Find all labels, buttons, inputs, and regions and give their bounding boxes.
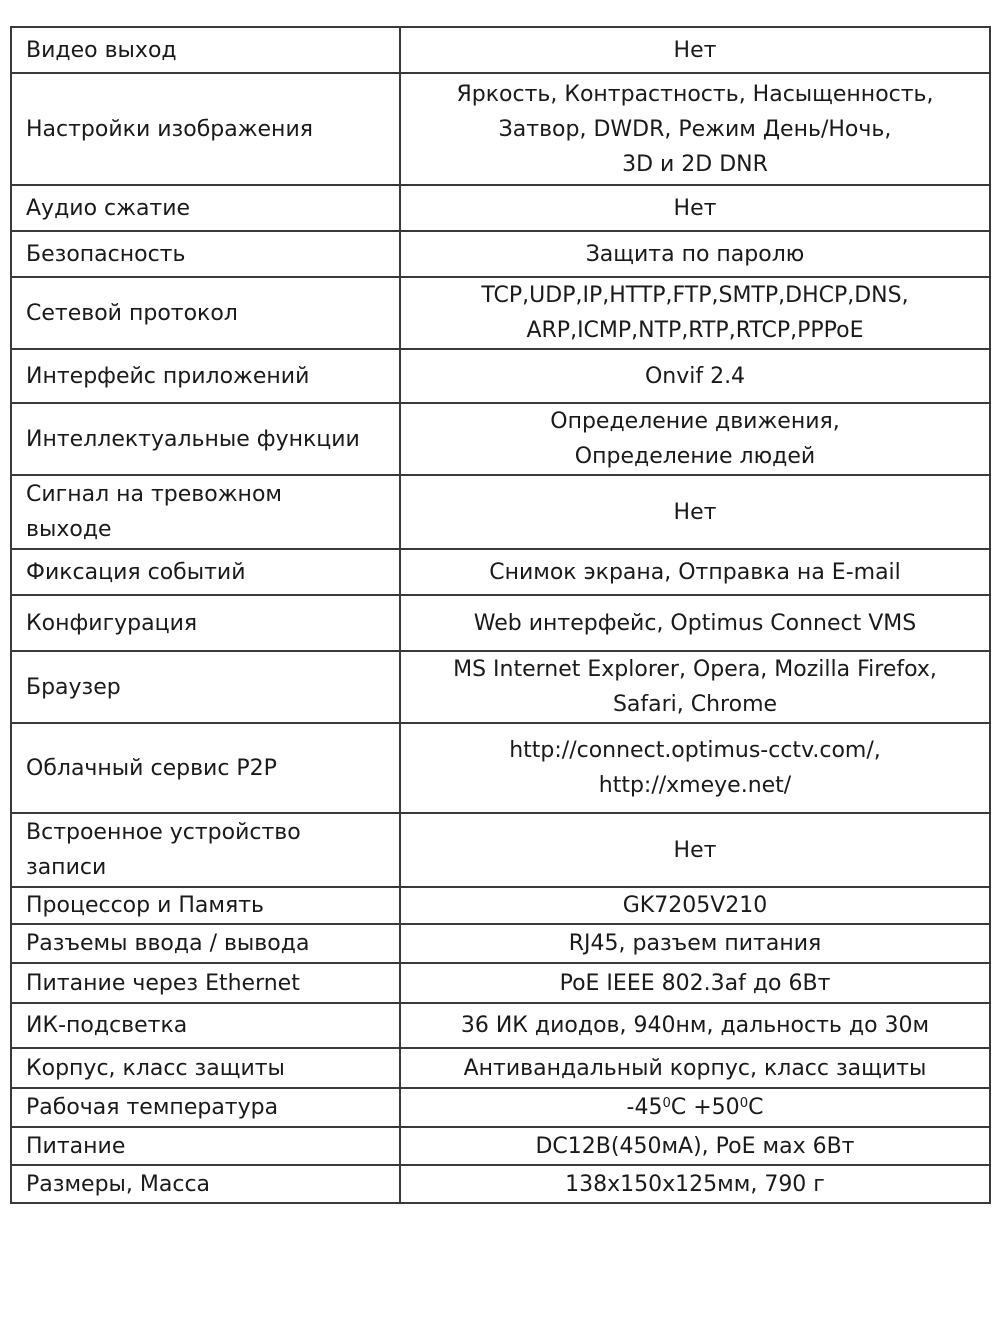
param-text: Конфигурация — [26, 610, 198, 636]
param-cell — [11, 887, 400, 924]
value-cell — [400, 924, 990, 963]
table-row — [11, 1088, 990, 1127]
param-cell — [11, 963, 400, 1003]
spec-table — [10, 26, 991, 1204]
param-text: Процессор и Память — [26, 893, 265, 918]
table-row — [11, 403, 990, 475]
value-cell — [400, 723, 990, 813]
value-text: Определение движения, — [550, 409, 840, 434]
param-text: записи — [26, 855, 107, 880]
param-text: Встроенное устройство — [26, 820, 301, 845]
param-text: Настройки изображения — [26, 116, 313, 142]
table-row — [11, 651, 990, 723]
param-cell — [11, 277, 400, 349]
value-text: Антивандальный корпус, класс защиты — [463, 1055, 927, 1081]
value-text: Нет — [673, 837, 717, 863]
value-text: Web интерфейс, Optimus Connect VMS — [473, 610, 917, 636]
value-cell — [400, 813, 990, 887]
table-row — [11, 73, 990, 185]
param-cell — [11, 73, 400, 185]
table-row — [11, 924, 990, 963]
table-row — [11, 887, 990, 924]
temperature-unit: C — [748, 1095, 764, 1120]
value-text: Затвор, DWDR, Режим День/Ночь, — [498, 116, 892, 142]
value-text: Onvif 2.4 — [644, 363, 746, 389]
temperature-min: -45 — [626, 1095, 663, 1120]
param-cell — [11, 185, 400, 231]
table-row — [11, 475, 990, 549]
param-cell — [11, 549, 400, 595]
param-text: Видео выход — [26, 37, 177, 63]
value-cell — [400, 73, 990, 185]
value-text: 36 ИК диодов, 940нм, дальность до 30м — [460, 1013, 930, 1038]
value-cell — [400, 595, 990, 651]
param-text: Сетевой протокол — [26, 300, 238, 326]
param-cell — [11, 475, 400, 549]
value-cell — [400, 403, 990, 475]
value-text: PoE IEEE 802.3af до 6Вт — [559, 970, 831, 996]
table-row — [11, 185, 990, 231]
value-cell — [400, 27, 990, 73]
param-text: Питание — [26, 1133, 126, 1159]
param-text: Корпус, класс защиты — [26, 1055, 285, 1081]
param-text: Разъемы ввода / вывода — [26, 931, 310, 956]
value-text: MS Internet Explorer, Opera, Mozilla Firefox, — [453, 657, 937, 682]
param-text: Фиксация событий — [26, 559, 246, 585]
param-text: выходе — [26, 517, 112, 542]
value-text: Нет — [673, 195, 717, 221]
param-cell — [11, 403, 400, 475]
table-row — [11, 723, 990, 813]
value-text: DC12B(450мА), PoE мах 6Вт — [535, 1133, 855, 1159]
value-cell — [400, 185, 990, 231]
param-text: Питание через Ethernet — [26, 970, 300, 996]
param-text: Облачный сервис P2P — [26, 755, 277, 781]
value-text: TCP,UDP,IP,HTTP,FTP,SMTP,DHCP,DNS, — [481, 283, 909, 308]
value-text: RJ45, разъем питания — [568, 931, 822, 956]
table-row — [11, 813, 990, 887]
param-text: Размеры, Масса — [26, 1171, 211, 1197]
param-cell — [11, 595, 400, 651]
value-cell — [400, 231, 990, 277]
value-cell — [400, 887, 990, 924]
value-text: 3D и 2D DNR — [622, 151, 768, 177]
table-row — [11, 1165, 990, 1203]
param-cell — [11, 349, 400, 403]
param-text: Безопасность — [26, 241, 186, 267]
param-cell — [11, 723, 400, 813]
param-cell — [11, 651, 400, 723]
degree-mark: 0 — [662, 1095, 671, 1111]
value-text: http://xmeye.net/ — [598, 773, 792, 798]
param-cell — [11, 1165, 400, 1203]
param-cell — [11, 1003, 400, 1048]
table-row — [11, 349, 990, 403]
value-cell — [400, 1088, 990, 1127]
degree-mark: 0 — [739, 1095, 749, 1111]
table-row — [11, 27, 990, 73]
value-text: Снимок экрана, Отправка на E-mail — [489, 559, 901, 585]
table-row — [11, 1003, 990, 1048]
param-cell — [11, 1127, 400, 1165]
table-row — [11, 595, 990, 651]
table-row — [11, 277, 990, 349]
table-row — [11, 1127, 990, 1165]
value-text: Яркость, Контрастность, Насыщенность, — [456, 81, 934, 107]
param-cell — [11, 1088, 400, 1127]
param-text: Интерфейс приложений — [26, 363, 310, 389]
param-cell — [11, 813, 400, 887]
value-cell — [400, 651, 990, 723]
param-text: Аудио сжатие — [26, 195, 191, 221]
value-cell — [400, 349, 990, 403]
value-cell — [400, 963, 990, 1003]
value-text: Защита по паролю — [585, 241, 805, 267]
param-cell — [11, 27, 400, 73]
value-text: Определение людей — [574, 444, 816, 469]
param-text: Сигнал на тревожном — [26, 482, 282, 507]
temperature-max: +50 — [693, 1095, 740, 1120]
value-text: 138х150х125мм, 790 г — [565, 1171, 825, 1197]
value-cell — [400, 1127, 990, 1165]
value-text: Нет — [673, 37, 717, 63]
param-text: Интеллектуальные функции — [26, 426, 360, 452]
table-row — [11, 1048, 990, 1088]
param-cell — [11, 1048, 400, 1088]
value-cell — [400, 549, 990, 595]
table-row — [11, 963, 990, 1003]
table-row — [11, 231, 990, 277]
value-cell — [400, 475, 990, 549]
value-cell — [400, 1048, 990, 1088]
param-text: Рабочая температура — [26, 1095, 279, 1120]
value-cell — [400, 1003, 990, 1048]
value-text: Safari, Chrome — [612, 692, 778, 717]
value-cell — [400, 1165, 990, 1203]
param-cell — [11, 924, 400, 963]
param-text: Браузер — [26, 674, 121, 700]
temperature-unit: C — [670, 1095, 687, 1120]
param-text: ИК-подсветка — [26, 1013, 188, 1038]
value-text: Нет — [673, 499, 717, 525]
table-row — [11, 549, 990, 595]
param-cell — [11, 231, 400, 277]
value-cell — [400, 277, 990, 349]
value-text: GK7205V210 — [622, 893, 768, 918]
value-text: ARP,ICMP,NTP,RTP,RTCP,PPPoE — [526, 318, 864, 343]
value-text: http://connect.optimus-cctv.com/, — [509, 738, 881, 763]
